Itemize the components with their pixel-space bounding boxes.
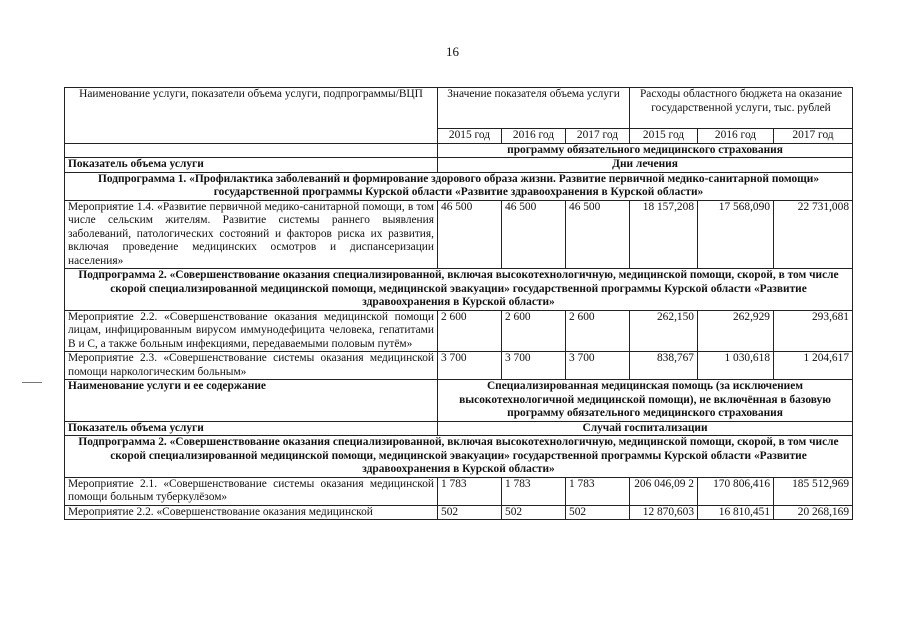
value-cell: 20 268,169 (774, 505, 853, 520)
value-cell: 502 (502, 505, 566, 520)
subprogram-title-cell: Подпрограмма 2. «Совершенствование оказания специализированной, включая высокотехнологичную, медицинской помощи, скорой, в том числе скорой специализированной медицинской помощи, медицинской эвакуации» государственной программы Курской области «Развитие здравоохранения в Курской области» (65, 436, 853, 478)
activity-name-cell: Мероприятие 1.4. «Развитие первичной медико-санитарной помощи, в том числе сельским жителям. Развитие системы раннего выявления заболеваний, патологических состояний и факторов риска их развития, включая проведение медицинских осмотров и диспансеризации населения» (65, 200, 438, 269)
table-row (65, 505, 853, 520)
value-cell: 12 870,603 (630, 505, 698, 520)
section-value-cell: Специализированная медицинская помощь (за исключением высокотехнологичной медицинской помощи), не включённая в базовую программу обязательного медицинского страхования (438, 380, 853, 422)
value-cell: 2 600 (566, 310, 630, 352)
value-cell: 293,681 (774, 310, 853, 352)
table-row (65, 436, 853, 478)
activity-name-cell: Мероприятие 2.2. «Совершенствование оказания медицинской помощи лицам, инфицированным вирусом иммунодефицита человека, гепатитами В и С, а также больным инфекциями, передаваемыми половым путём» (65, 310, 438, 352)
table-row (65, 477, 853, 505)
value-cell: 206 046,09 2 (630, 477, 698, 505)
section-value-cell: Случай госпитализации (438, 421, 853, 436)
value-cell: 16 810,451 (698, 505, 774, 520)
year-cell: 2017 год (774, 129, 853, 144)
value-cell: 502 (438, 505, 502, 520)
margin-mark (22, 382, 42, 383)
value-cell: 2 600 (502, 310, 566, 352)
table-row (65, 158, 853, 173)
value-cell: 1 204,617 (774, 352, 853, 380)
page-number: 16 (446, 44, 459, 59)
header-indicator-cell: Значение показателя объема услуги (438, 88, 630, 129)
budget-table (64, 87, 853, 520)
table-row (65, 421, 853, 436)
table-header-row (65, 88, 853, 129)
header-expense-cell: Расходы областного бюджета на оказание государственной услуги, тыс. рублей (630, 88, 853, 129)
section-value-cell: Дни лечения (438, 158, 853, 173)
section-label-cell: Показатель объема услуги (65, 158, 438, 173)
value-cell: 170 806,416 (698, 477, 774, 505)
subprogram-title-cell: Подпрограмма 1. «Профилактика заболеваний и формирование здорового образа жизни. Развитие первичной медико-санитарной помощи» государственной программы Курской области «Развитие здравоохранения в Курской области» (65, 172, 853, 200)
table-row (65, 269, 853, 311)
year-cell: 2017 год (566, 129, 630, 144)
value-cell: 17 568,090 (698, 200, 774, 269)
value-cell: 1 030,618 (698, 352, 774, 380)
table-row (65, 143, 853, 158)
value-cell: 46 500 (566, 200, 630, 269)
table-row (65, 310, 853, 352)
value-cell: 262,150 (630, 310, 698, 352)
value-cell: 1 783 (502, 477, 566, 505)
activity-name-cell: Мероприятие 2.3. «Совершенствование системы оказания медицинской помощи наркологическим больным» (65, 352, 438, 380)
subprogram-title-cell: Подпрограмма 2. «Совершенствование оказания специализированной, включая высокотехнологичную, медицинской помощи, скорой, в том числе скорой специализированной медицинской помощи, медицинской эвакуации» государственной программы Курской области «Развитие здравоохранения в Курской области» (65, 269, 853, 311)
value-cell: 3 700 (566, 352, 630, 380)
value-cell: 18 157,208 (630, 200, 698, 269)
year-cell: 2015 год (438, 129, 502, 144)
value-cell: 22 731,008 (774, 200, 853, 269)
header-name-cell: Наименование услуги, показатели объема услуги, подпрограммы/ВЦП (65, 88, 438, 144)
value-cell: 1 783 (438, 477, 502, 505)
table-row (65, 380, 853, 422)
value-cell: 185 512,969 (774, 477, 853, 505)
activity-name-cell: Мероприятие 2.2. «Совершенствование оказания медицинской (65, 505, 438, 520)
value-cell: 838,767 (630, 352, 698, 380)
table-body (65, 143, 853, 520)
value-cell: 46 500 (502, 200, 566, 269)
value-cell: 2 600 (438, 310, 502, 352)
table-row (65, 172, 853, 200)
value-cell: 502 (566, 505, 630, 520)
section-value-cell: программу обязательного медицинского страхования (438, 143, 853, 158)
section-label-cell (65, 143, 438, 158)
table-row (65, 352, 853, 380)
value-cell: 1 783 (566, 477, 630, 505)
year-cell: 2015 год (630, 129, 698, 144)
section-label-cell: Наименование услуги и ее содержание (65, 380, 438, 422)
section-label-cell: Показатель объема услуги (65, 421, 438, 436)
year-cell: 2016 год (698, 129, 774, 144)
value-cell: 3 700 (438, 352, 502, 380)
year-cell: 2016 год (502, 129, 566, 144)
table-row (65, 200, 853, 269)
value-cell: 262,929 (698, 310, 774, 352)
value-cell: 3 700 (502, 352, 566, 380)
value-cell: 46 500 (438, 200, 502, 269)
activity-name-cell: Мероприятие 2.1. «Совершенствование системы оказания медицинской помощи больным туберкулёзом» (65, 477, 438, 505)
